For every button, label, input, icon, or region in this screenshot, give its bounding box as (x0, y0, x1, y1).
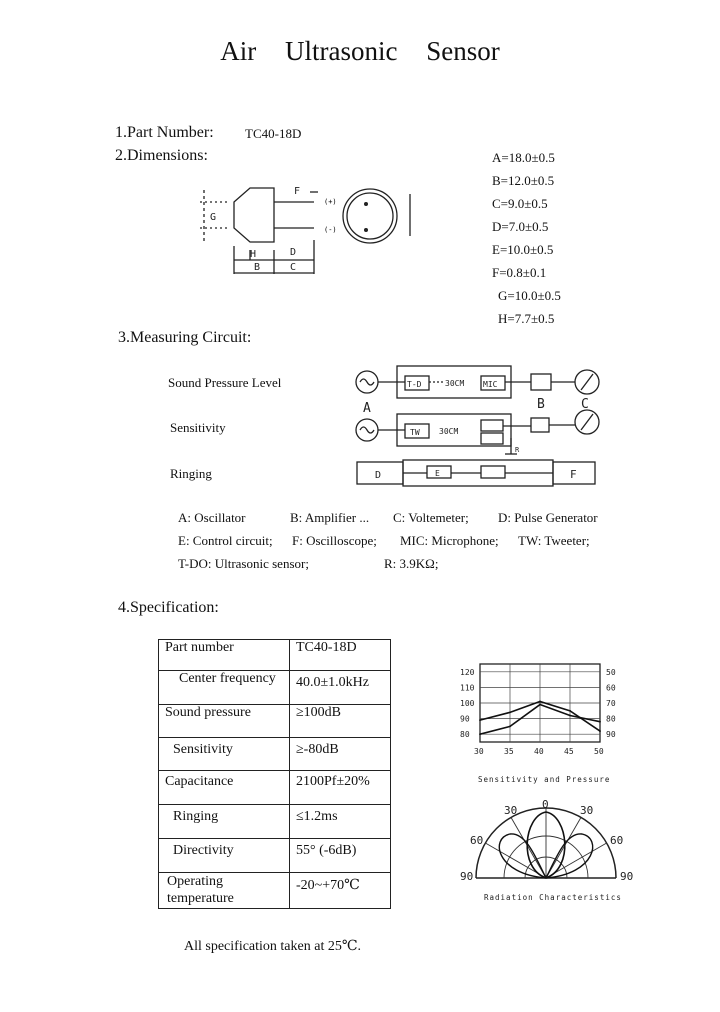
dimension-drawing (190, 180, 430, 280)
circuit-row-sound-pressure: Sound Pressure Level (168, 375, 282, 390)
dimension-a: A=18.0±0.5 (492, 150, 555, 165)
spec-row (159, 805, 391, 839)
legend-microphone: MIC: Microphone; (400, 533, 499, 548)
drawing-label-d: D (290, 247, 297, 258)
measuring-circuit-label: 3.Measuring Circuit: (118, 329, 252, 346)
data-point (509, 726, 511, 728)
x-tick-label: 30 (474, 747, 484, 756)
data-point (599, 730, 601, 732)
angle-label: 30 (580, 804, 594, 817)
part-number-value: TC40-18D (245, 126, 302, 141)
drawing-label-h: H (250, 249, 257, 260)
spec-value-capacitance: 2100Pf±20% (290, 771, 391, 805)
legend-voltmeter: C: Voltemeter; (393, 510, 469, 525)
dimensions-label: 2.Dimensions: (115, 147, 208, 164)
svg-text:(-): (-) (324, 226, 337, 234)
legend-tweeter: TW: Tweeter; (518, 533, 590, 548)
dimension-list (492, 146, 561, 330)
legend-oscilloscope: F: Oscilloscope; (292, 533, 377, 548)
legend-ultrasonic-sensor: T-DO: Ultrasonic sensor; (178, 556, 309, 571)
x-tick-label: 50 (594, 747, 604, 756)
box-label-r: R (515, 446, 520, 454)
spec-value-sound-pressure: ≥100dB (290, 705, 391, 738)
drawing-label-g: G (210, 212, 217, 223)
legend-resistor: R: 3.9KΩ; (384, 556, 439, 571)
spec-header-value: TC40-18D (290, 640, 391, 671)
legend-oscillator: A: Oscillator (178, 510, 246, 525)
spec-value-directivity: 55° (-6dB) (290, 839, 391, 873)
y-left-tick-label: 80 (460, 730, 470, 740)
radiation-side-lobe-left (499, 834, 546, 878)
amplifier-b-box (531, 374, 551, 390)
spec-header-key: Part number (159, 640, 290, 671)
specification-table (158, 639, 391, 909)
marker-c: C (581, 397, 589, 412)
y-right-tick-label: 90 (606, 730, 616, 740)
dimension-g: G=10.0±0.5 (498, 288, 561, 303)
circuit-row-ringing: Ringing (170, 466, 212, 481)
spec-row (159, 771, 391, 805)
spec-row (159, 738, 391, 771)
data-point (539, 701, 541, 703)
measuring-circuit-diagram (345, 358, 610, 490)
chart-title: Sensitivity and Pressure (478, 775, 611, 784)
angle-label: 90 (460, 870, 474, 883)
dimension-f: F=0.8±0.1 (492, 265, 547, 280)
spec-key-capacitance: Capacitance (159, 771, 290, 805)
y-left-tick-label: 110 (460, 683, 475, 693)
box-label-d: D (375, 470, 382, 481)
radiation-characteristics-chart (458, 798, 634, 906)
box-label-distance-1: 30CM (445, 379, 465, 388)
legend-amplifier: B: Amplifier ... (290, 510, 370, 525)
data-point (569, 710, 571, 712)
marker-a: A (363, 401, 371, 416)
spec-row-header (159, 640, 391, 671)
y-right-tick-label: 50 (606, 667, 616, 677)
dimension-c: C=9.0±0.5 (492, 196, 548, 211)
svg-text:(+): (+) (324, 198, 337, 206)
sensor-side-body (234, 188, 274, 242)
angle-label: 30 (504, 804, 518, 817)
radiation-side-lobe-right (546, 834, 593, 878)
x-tick-label: 45 (564, 747, 574, 756)
box-label-tw: TW (410, 428, 420, 437)
spec-value-operating-temperature: -20~+70℃ (290, 873, 391, 909)
spec-row (159, 839, 391, 873)
data-point (479, 719, 481, 721)
specification-label: 4.Specification: (118, 599, 219, 616)
polar-spoke (511, 817, 546, 878)
angle-label: 60 (610, 834, 624, 847)
chart-title: Radiation Characteristics (484, 893, 622, 902)
spec-row (159, 705, 391, 738)
polar-spoke (546, 817, 581, 878)
sensitivity-pressure-chart (452, 658, 632, 790)
spec-value-sensitivity: ≥-80dB (290, 738, 391, 771)
x-tick-label: 35 (504, 747, 514, 756)
dimension-d: D=7.0±0.5 (492, 219, 549, 234)
x-tick-label: 40 (534, 747, 544, 756)
page-title: Air Ultrasonic Sensor (220, 36, 500, 66)
spec-key-operating-temperature: Operating temperature (159, 873, 290, 909)
dimension-b: B=12.0±0.5 (492, 173, 555, 188)
dimension-h: H=7.7±0.5 (498, 311, 555, 326)
y-right-tick-label: 80 (606, 714, 616, 724)
spec-row (159, 873, 391, 909)
dimension-e: E=10.0±0.5 (492, 242, 554, 257)
angle-label: 90 (620, 870, 634, 883)
box-label-f: F (570, 468, 577, 481)
box-label-distance-2: 30CM (439, 427, 459, 436)
spec-key-sound-pressure: Sound pressure (159, 705, 290, 738)
box-label-e: E (435, 469, 440, 478)
angle-label: 60 (470, 834, 484, 847)
spec-value-center-frequency: 40.0±1.0kHz (290, 671, 391, 705)
box-label-mic: MIC (483, 380, 498, 389)
sensor-front-circle (343, 189, 397, 243)
footer-note: All specification taken at 25℃. (184, 939, 361, 954)
spec-key-center-frequency: Center frequency (159, 671, 290, 705)
y-right-tick-label: 70 (606, 699, 616, 708)
legend-pulse-generator: D: Pulse Generator (498, 510, 598, 525)
spec-key-ringing: Ringing (159, 805, 290, 839)
marker-b: B (537, 397, 545, 412)
y-right-tick-label: 60 (606, 683, 616, 693)
drawing-label-c: C (290, 262, 297, 273)
drawing-label-b: B (254, 262, 261, 273)
data-point (509, 711, 511, 713)
data-point (479, 733, 481, 735)
drawing-label-f: F (294, 186, 301, 197)
spec-value-ringing: ≤1.2ms (290, 805, 391, 839)
y-left-tick-label: 90 (460, 714, 470, 724)
spec-key-directivity: Directivity (159, 839, 290, 873)
data-point (539, 704, 541, 706)
part-number-label: 1.Part Number: (115, 124, 214, 141)
spec-row (159, 671, 391, 705)
y-left-tick-label: 100 (460, 699, 475, 708)
circuit-row-sensitivity: Sensitivity (170, 420, 226, 435)
data-point (599, 721, 601, 723)
legend-control-circuit: E: Control circuit; (178, 533, 273, 548)
data-point (569, 715, 571, 717)
spec-key-sensitivity: Sensitivity (159, 738, 290, 771)
y-left-tick-label: 120 (460, 667, 475, 677)
angle-label: 0 (542, 798, 549, 811)
box-label-tdo: T-D (407, 380, 422, 389)
